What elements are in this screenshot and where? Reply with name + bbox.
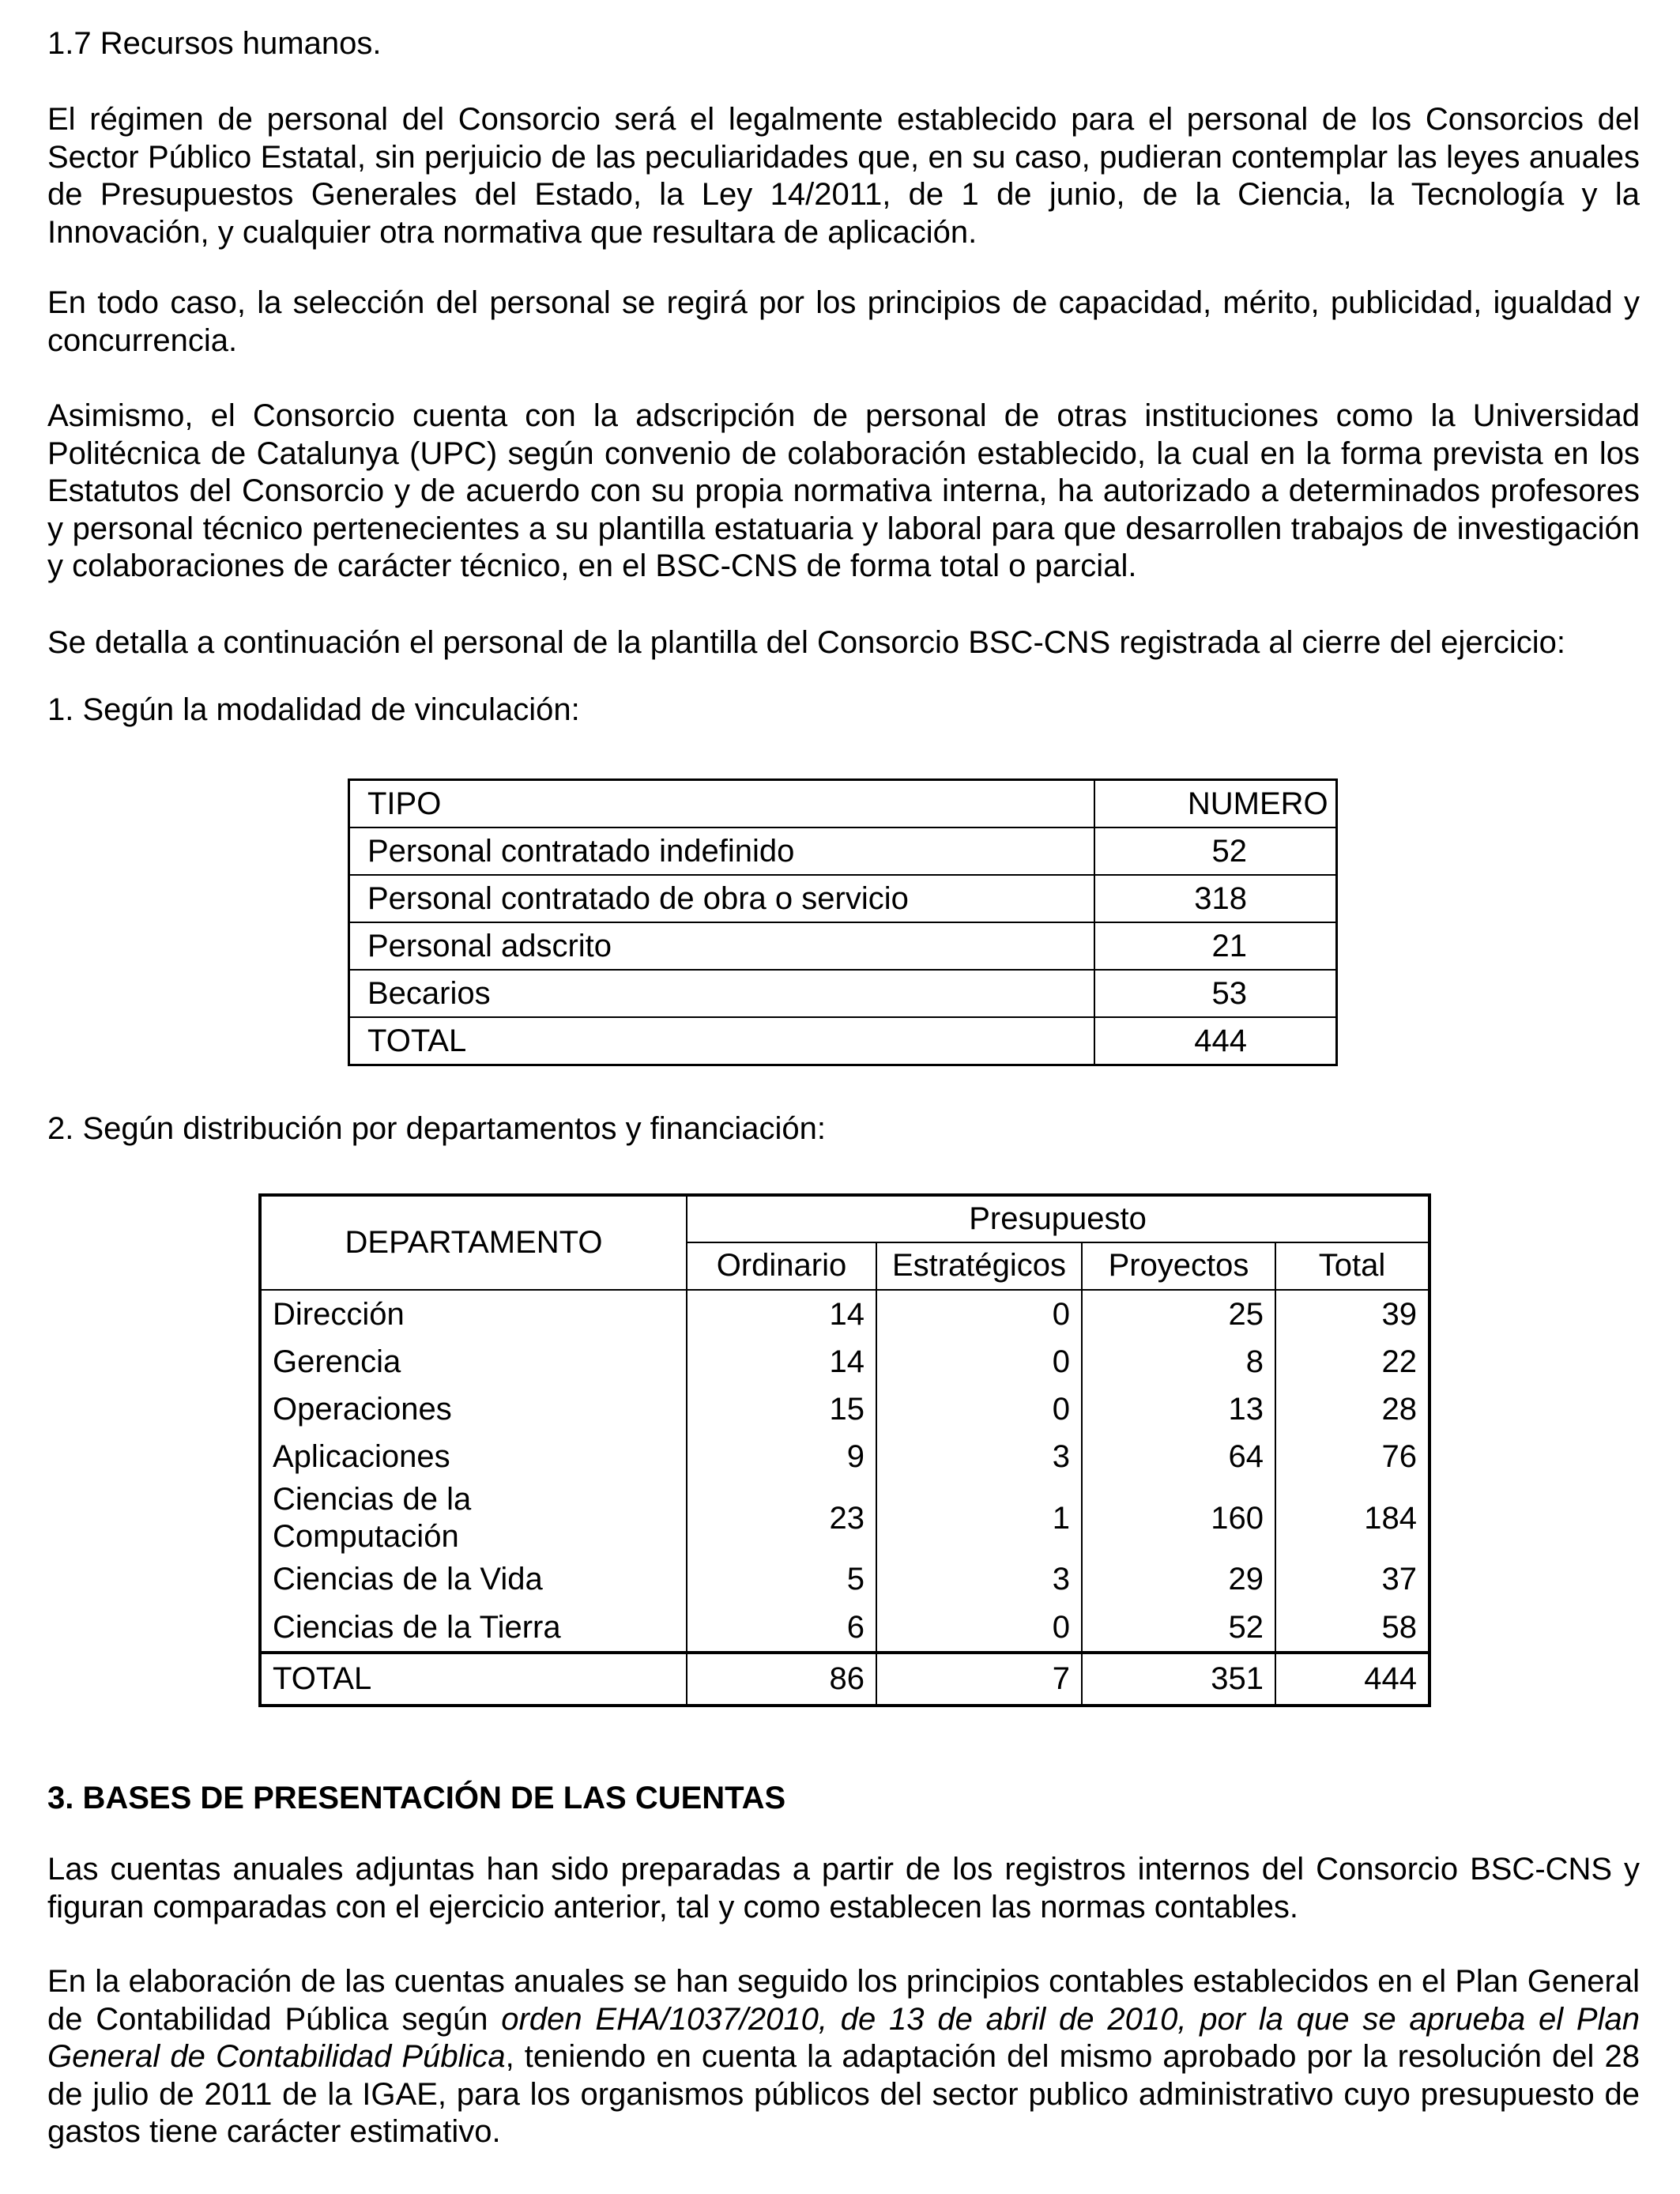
cell-total: 22 — [1381, 1344, 1418, 1380]
cell-ordinario: 86 — [687, 1653, 876, 1706]
header-departamento: DEPARTAMENTO — [260, 1195, 687, 1290]
cell-departamento: Dirección — [260, 1290, 687, 1338]
paragraph-adscripcion: Asimismo, el Consorcio cuenta con la adscripción de personal de otras instituciones como la Universidad Politécnica de Catalunya (UPC) según convenio de colaboración establecido, la cual en la forma prevista en los Estatutos del Consorcio y de acuerdo con su propia normativa interna, ha autorizado a determinados profesores y personal técnico pertenecientes a su plantilla estatuaria y laboral para que desarrollen trabajos de investigación y colaboraciones de carácter técnico, en el BSC-CNS de forma total o parcial. — [47, 398, 1640, 583]
cell-ordinario: 5 — [687, 1556, 876, 1604]
cell-numero: 21 — [1094, 922, 1337, 970]
section-title: 1.7 Recursos humanos. — [47, 26, 382, 61]
cell-proyectos: 25 — [1082, 1290, 1275, 1338]
cell-proyectos: 29 — [1082, 1556, 1275, 1604]
cell-numero: 52 — [1094, 827, 1337, 875]
cell-estrategicos: 7 — [876, 1653, 1082, 1706]
table-total-row — [260, 1653, 1430, 1706]
cell-ordinario: 9 — [687, 1434, 876, 1481]
cell-proyectos: 351 — [1082, 1653, 1275, 1706]
table-row — [260, 1434, 1430, 1481]
cell-total: 37 — [1381, 1562, 1418, 1597]
cell-departamento: Gerencia — [260, 1338, 687, 1385]
header-ordinario: Ordinario — [687, 1242, 876, 1291]
table-row — [349, 827, 1337, 875]
cell-total: 76 — [1381, 1439, 1418, 1475]
cell-proyectos: 13 — [1082, 1386, 1275, 1434]
cell-estrategicos: 0 — [876, 1338, 1082, 1385]
header-tipo: TIPO — [349, 780, 1094, 828]
cell-total: 39 — [1381, 1296, 1418, 1332]
cell-departamento: Ciencias de la Computación — [260, 1481, 687, 1556]
table-group-header-row — [260, 1195, 1430, 1242]
section3-title: 3. BASES DE PRESENTACIÓN DE LAS CUENTAS — [47, 1781, 786, 1815]
table-row — [349, 970, 1337, 1017]
cell-departamento: Operaciones — [260, 1386, 687, 1434]
cell-numero: 53 — [1094, 970, 1337, 1017]
cell-estrategicos: 3 — [876, 1556, 1082, 1604]
cell-total: 184 — [1364, 1500, 1418, 1536]
table-row — [260, 1604, 1430, 1653]
paragraph-seleccion: En todo caso, la selección del personal se regirá por los principios de capacidad, mérito, publicidad, igualdad y concurrencia. — [47, 285, 1640, 358]
cell-tipo: Personal contratado de obra o servicio — [349, 875, 1094, 922]
table-total-row — [349, 1017, 1337, 1065]
header-numero: NUMERO — [1094, 780, 1337, 828]
cell-ordinario: 14 — [687, 1290, 876, 1338]
list2-heading: 2. Según distribución por departamentos y financiación: — [47, 1111, 827, 1146]
section3-p2-text-after: , teniendo en cuenta la adaptación del mismo aprobado por la resolución del 28 de julio de 2011 de la IGAE, para los organismos públicos del sector publico administrativo cuyo presupuesto de gastos tiene carácter estimativo. — [47, 2039, 1640, 2149]
cell-total: 58 — [1381, 1609, 1418, 1645]
paragraph-regimen: El régimen de personal del Consorcio será el legalmente establecido para el personal de los Consorcios del Sector Público Estatal, sin perjuicio de las peculiaridades que, en su caso, pudieran contemplar las leyes anuales de Presupuestos Generales del Estado, la Ley 14/2011, de 1 de junio, de la Ciencia, la Tecnología y la Innovación, y cualquier otra normativa que resultara de aplicación. — [47, 102, 1640, 250]
section3-p2-text-before: En la elaboración de las cuentas anuales se han seguido los principios contables establecidos en el Plan General de Contabilidad Pública según — [47, 1964, 1640, 2037]
table-departamentos — [258, 1193, 1431, 1707]
section3-p2-italic-reference: orden EHA/1037/2010, de 13 de abril de 2010, por la que se aprueba el Plan General de Contabilidad Pública — [47, 2001, 1640, 2074]
table-row — [260, 1556, 1430, 1604]
table-row — [260, 1338, 1430, 1385]
cell-ordinario: 6 — [687, 1604, 876, 1653]
cell-tipo: TOTAL — [349, 1017, 1094, 1065]
table-row — [260, 1386, 1430, 1434]
cell-ordinario: 23 — [687, 1481, 876, 1556]
header-estrategicos: Estratégicos — [876, 1242, 1082, 1291]
table-row — [349, 875, 1337, 922]
cell-ordinario: 15 — [687, 1386, 876, 1434]
header-presupuesto: Presupuesto — [687, 1195, 1430, 1242]
cell-estrategicos: 0 — [876, 1386, 1082, 1434]
cell-departamento: Ciencias de la Tierra — [260, 1604, 687, 1653]
cell-tipo: Personal contratado indefinido — [349, 827, 1094, 875]
table-header-row — [349, 780, 1337, 828]
table-row — [260, 1481, 1430, 1556]
table-vinculacion — [348, 778, 1338, 1066]
list1-heading: 1. Según la modalidad de vinculación: — [47, 692, 580, 727]
cell-estrategicos: 0 — [876, 1290, 1082, 1338]
cell-departamento: Aplicaciones — [260, 1434, 687, 1481]
table-row — [349, 922, 1337, 970]
cell-proyectos: 64 — [1082, 1434, 1275, 1481]
cell-estrategicos: 3 — [876, 1434, 1082, 1481]
table-row — [260, 1290, 1430, 1338]
cell-departamento: TOTAL — [260, 1653, 687, 1706]
cell-estrategicos: 1 — [876, 1481, 1082, 1556]
cell-tipo: Personal adscrito — [349, 922, 1094, 970]
cell-ordinario: 14 — [687, 1338, 876, 1385]
cell-proyectos: 8 — [1082, 1338, 1275, 1385]
cell-proyectos: 52 — [1082, 1604, 1275, 1653]
section3-paragraph-2 — [47, 1963, 1640, 2151]
cell-estrategicos: 0 — [876, 1604, 1082, 1653]
cell-tipo: Becarios — [349, 970, 1094, 1017]
cell-total: 28 — [1381, 1392, 1418, 1427]
paragraph-detalle: Se detalla a continuación el personal de la plantilla del Consorcio BSC-CNS registrada al cierre del ejercicio: — [47, 625, 1566, 660]
cell-total: 444 — [1275, 1653, 1430, 1706]
cell-numero: 318 — [1094, 875, 1337, 922]
header-proyectos: Proyectos — [1082, 1242, 1275, 1291]
section3-paragraph-1: Las cuentas anuales adjuntas han sido preparadas a partir de los registros internos del Consorcio BSC-CNS y figuran comparadas con el ejercicio anterior, tal y como establecen las normas contables. — [47, 1852, 1640, 1924]
cell-proyectos: 160 — [1082, 1481, 1275, 1556]
header-total: Total — [1275, 1242, 1430, 1291]
cell-numero: 444 — [1094, 1017, 1337, 1065]
cell-departamento: Ciencias de la Vida — [260, 1556, 687, 1604]
